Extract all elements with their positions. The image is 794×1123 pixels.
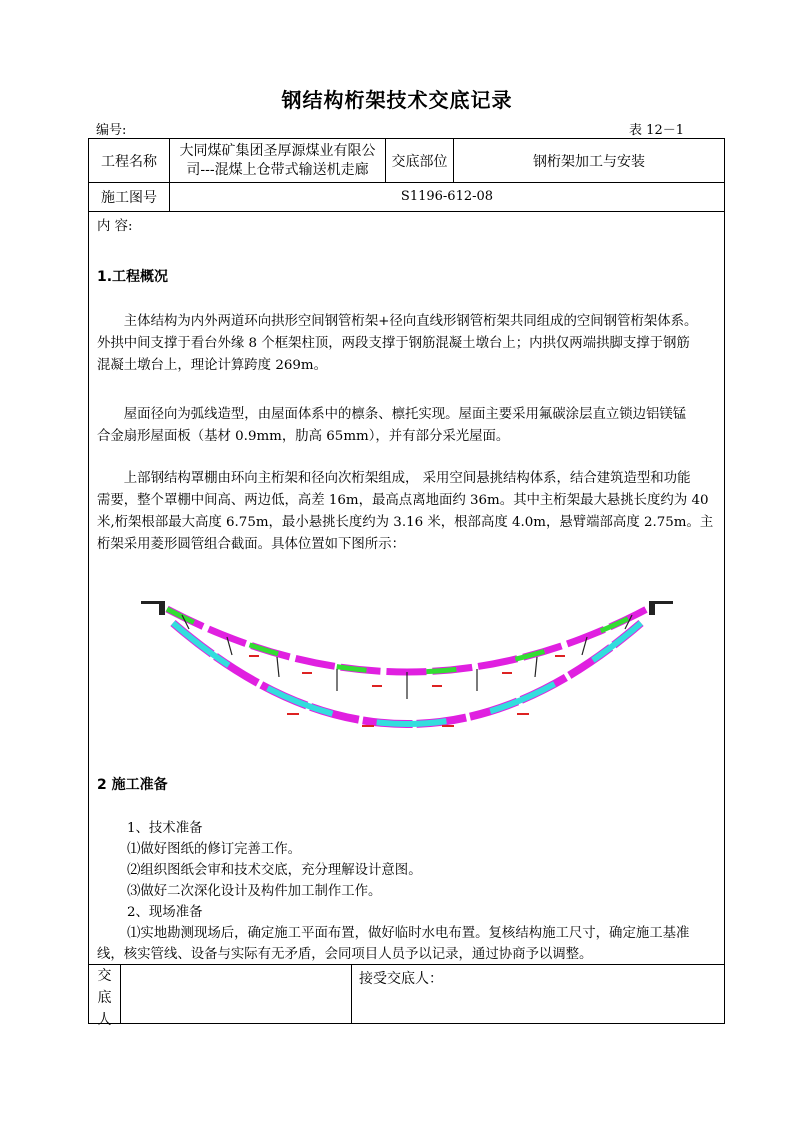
- inner-arc-band: [167, 609, 647, 672]
- label-char: 人: [97, 1012, 112, 1028]
- list-item: ⑴实地勘测现场后，确定施工平面布置，做好临时水电布置。复核结构施工尺寸，确定施工基准: [127, 926, 690, 941]
- paragraph-line: 主体结构为内外两道环向拱形空间钢管桁架+径向直线形钢管桁架共同组成的空间钢管桁架体系。: [123, 314, 698, 329]
- label-char: 交: [97, 968, 112, 984]
- project-name-label: 工程名称: [101, 153, 157, 170]
- number-label: 编号:: [96, 123, 127, 138]
- project-name-line: 司---混煤上仓带式输送机走廊: [186, 161, 369, 178]
- project-name-line: 大同煤矿集团圣厚源煤业有限公: [179, 142, 376, 159]
- list-item: 1、技术准备: [127, 821, 203, 836]
- label-char: 底: [97, 990, 112, 1006]
- end-supports: [141, 601, 673, 615]
- paragraph-line: 需要，整个罩棚中间高、两边低，高差 16m，最高点离地面约 36m。其中主桁架最大悬挑长度约为 40: [97, 493, 709, 508]
- table-reference: 表 12－1: [629, 123, 684, 138]
- drawing-number-value: S1196-612-08: [400, 189, 494, 204]
- drawing-number-label: 施工图号: [101, 189, 157, 206]
- paragraph-line: 外拱中间支撑于看台外缘 8 个框架柱顶，两段支撑于钢筋混凝土墩台上；内拱仅两端拱脚支撑于钢筋: [97, 336, 690, 351]
- paragraph-line: 屋面径向为弧线造型，由屋面体系中的檩条、檩托实现。屋面主要采用氟碳涂层直立锁边铝镁锰: [123, 407, 687, 422]
- handover-giver-label: [89, 965, 120, 1031]
- row-divider: [89, 211, 724, 212]
- handover-part-label: 交底部位: [391, 153, 448, 170]
- handover-form-table: [88, 138, 725, 1028]
- paragraph-line: 米,桁架根部最大高度 6.75m，最小悬挑长度约为 3.16 米，根部高度 4.0m，悬臂端部高度 2.75m。主: [97, 515, 714, 530]
- overview-paragraph-1: [97, 311, 716, 377]
- section-heading: 2 施工准备: [97, 777, 168, 793]
- receiver-signature-field[interactable]: [352, 965, 724, 1023]
- list-item: ⑶做好二次深化设计及构件加工制作工作。: [127, 884, 382, 899]
- document-title: 钢结构桁架技术交底记录: [281, 88, 513, 112]
- truss-layout-figure: [137, 595, 677, 733]
- receiver-label: 接受交底人：: [359, 971, 443, 987]
- list-item: ⑵组织图纸会审和技术交底，充分理解设计意图。: [127, 863, 422, 878]
- overview-paragraph-2: [97, 404, 716, 448]
- paragraph-line: 合金扇形屋面板（基材 0.9mm，肋高 65mm），并有部分采光屋面。: [97, 429, 510, 444]
- content-label: 内 容:: [97, 219, 133, 234]
- handover-part-value: 钢桁架加工与安装: [533, 153, 645, 170]
- paragraph-line: 桁架采用菱形圆管组合截面。具体位置如下图所示：: [97, 537, 405, 552]
- paragraph-line: 上部钢结构罩棚由环向主桁架和径向次桁架组成， 采用空间悬挑结构体系，结合建筑造型和功能: [123, 471, 691, 486]
- paragraph-line: 混凝土墩台上，理论计算跨度 269m。: [97, 358, 327, 373]
- overview-paragraph-3: [97, 468, 716, 556]
- handover-giver-signature-field[interactable]: [121, 965, 351, 1023]
- section-heading: 1.工程概况: [97, 269, 169, 285]
- list-item: 线，核实管线、设备与实际有无矛盾，会同项目人员予以记录，通过协商予以调整。: [97, 947, 593, 962]
- project-name-value: [170, 139, 385, 182]
- list-item: ⑴做好图纸的修订完善工作。: [127, 842, 302, 857]
- list-item: 2、现场准备: [127, 905, 203, 920]
